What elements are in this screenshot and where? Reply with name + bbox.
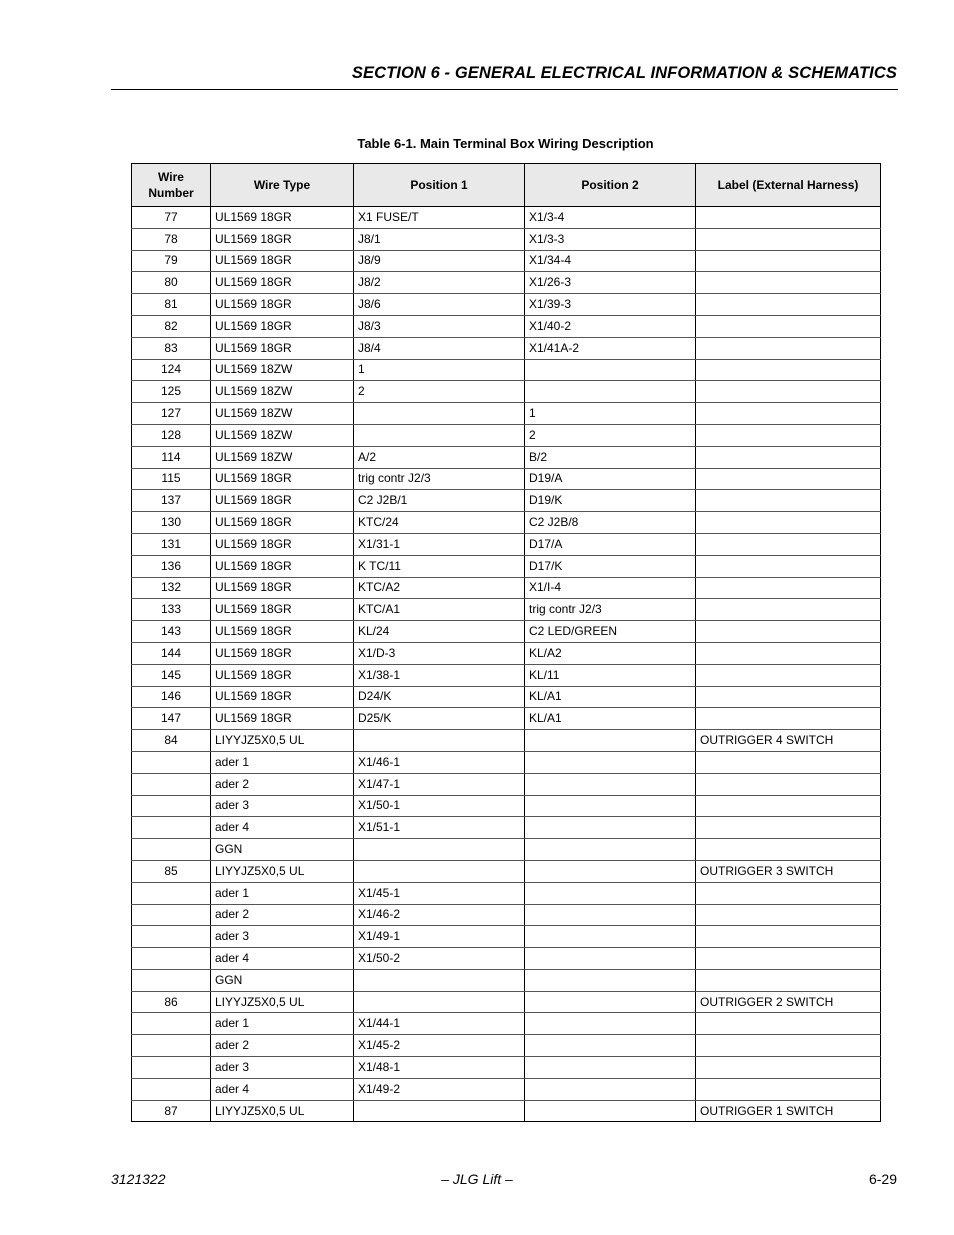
- table-row: [132, 948, 881, 970]
- cell-wire-number: [132, 1013, 211, 1035]
- cell-wire-number: [132, 1057, 211, 1079]
- cell-label: [696, 577, 881, 599]
- cell-wire-number: 86: [132, 991, 211, 1013]
- cell-wire-type: UL1569 18ZW: [211, 359, 354, 381]
- cell-wire-type: UL1569 18GR: [211, 599, 354, 621]
- cell-wire-number: [132, 773, 211, 795]
- table-row: [132, 817, 881, 839]
- cell-wire-number: [132, 926, 211, 948]
- cell-wire-number: 78: [132, 228, 211, 250]
- cell-label: [696, 817, 881, 839]
- cell-position-1: X1/45-1: [354, 882, 525, 904]
- cell-position-2: 1: [525, 403, 696, 425]
- cell-wire-number: [132, 969, 211, 991]
- cell-wire-number: 147: [132, 708, 211, 730]
- cell-position-2: [525, 969, 696, 991]
- cell-position-1: [354, 424, 525, 446]
- cell-position-2: [525, 1035, 696, 1057]
- cell-wire-type: UL1569 18GR: [211, 468, 354, 490]
- cell-position-1: X1/38-1: [354, 664, 525, 686]
- table-caption: Table 6-1. Main Terminal Box Wiring Description: [357, 136, 654, 151]
- cell-position-1: J8/6: [354, 294, 525, 316]
- cell-position-1: A/2: [354, 446, 525, 468]
- cell-wire-type: ader 2: [211, 773, 354, 795]
- cell-label: OUTRIGGER 4 SWITCH: [696, 730, 881, 752]
- cell-wire-type: ader 4: [211, 817, 354, 839]
- cell-position-1: [354, 730, 525, 752]
- cell-position-1: [354, 860, 525, 882]
- cell-wire-number: 132: [132, 577, 211, 599]
- table-row: [132, 228, 881, 250]
- cell-label: [696, 490, 881, 512]
- cell-wire-number: 81: [132, 294, 211, 316]
- cell-position-2: X1/26-3: [525, 272, 696, 294]
- cell-label: OUTRIGGER 1 SWITCH: [696, 1100, 881, 1122]
- cell-position-1: X1/44-1: [354, 1013, 525, 1035]
- cell-position-2: X1/34-4: [525, 250, 696, 272]
- cell-label: [696, 642, 881, 664]
- cell-label: [696, 599, 881, 621]
- cell-label: OUTRIGGER 2 SWITCH: [696, 991, 881, 1013]
- cell-position-1: KTC/24: [354, 512, 525, 534]
- cell-wire-number: 87: [132, 1100, 211, 1122]
- cell-position-1: K TC/11: [354, 555, 525, 577]
- cell-wire-number: 115: [132, 468, 211, 490]
- cell-wire-type: GGN: [211, 839, 354, 861]
- cell-position-1: D24/K: [354, 686, 525, 708]
- cell-wire-type: UL1569 18GR: [211, 490, 354, 512]
- cell-wire-number: [132, 1078, 211, 1100]
- cell-wire-number: 146: [132, 686, 211, 708]
- cell-position-1: X1/46-1: [354, 751, 525, 773]
- cell-position-1: X1/D-3: [354, 642, 525, 664]
- cell-wire-number: 124: [132, 359, 211, 381]
- cell-position-1: J8/9: [354, 250, 525, 272]
- cell-position-2: D19/K: [525, 490, 696, 512]
- cell-wire-type: GGN: [211, 969, 354, 991]
- cell-wire-type: ader 3: [211, 795, 354, 817]
- cell-label: [696, 795, 881, 817]
- table-row: [132, 1100, 881, 1122]
- cell-label: [696, 948, 881, 970]
- cell-position-1: X1/49-2: [354, 1078, 525, 1100]
- table-row: [132, 1078, 881, 1100]
- table-row: [132, 577, 881, 599]
- cell-wire-type: UL1569 18GR: [211, 512, 354, 534]
- cell-position-2: C2 LED/GREEN: [525, 621, 696, 643]
- cell-wire-type: UL1569 18ZW: [211, 446, 354, 468]
- cell-wire-type: ader 2: [211, 1035, 354, 1057]
- cell-label: [696, 207, 881, 229]
- cell-position-2: D19/A: [525, 468, 696, 490]
- cell-wire-type: UL1569 18ZW: [211, 424, 354, 446]
- cell-wire-number: 114: [132, 446, 211, 468]
- cell-wire-type: ader 2: [211, 904, 354, 926]
- cell-wire-number: 77: [132, 207, 211, 229]
- cell-position-1: [354, 403, 525, 425]
- cell-wire-number: 79: [132, 250, 211, 272]
- table-row: [132, 468, 881, 490]
- cell-wire-type: UL1569 18GR: [211, 664, 354, 686]
- cell-wire-type: UL1569 18GR: [211, 621, 354, 643]
- cell-wire-type: UL1569 18GR: [211, 337, 354, 359]
- table-row: [132, 512, 881, 534]
- cell-position-1: J8/4: [354, 337, 525, 359]
- table-row: [132, 424, 881, 446]
- table-row: [132, 730, 881, 752]
- cell-position-2: [525, 860, 696, 882]
- table-row: [132, 315, 881, 337]
- table-row: [132, 207, 881, 229]
- table-row: [132, 795, 881, 817]
- cell-wire-type: UL1569 18GR: [211, 577, 354, 599]
- cell-wire-number: 85: [132, 860, 211, 882]
- table-row: [132, 272, 881, 294]
- cell-position-2: X1/3-3: [525, 228, 696, 250]
- cell-wire-number: [132, 751, 211, 773]
- cell-label: [696, 294, 881, 316]
- cell-label: [696, 969, 881, 991]
- table-row: [132, 490, 881, 512]
- table-row: [132, 555, 881, 577]
- cell-position-1: X1/45-2: [354, 1035, 525, 1057]
- cell-position-1: X1/49-1: [354, 926, 525, 948]
- cell-position-1: X1/50-1: [354, 795, 525, 817]
- cell-position-2: [525, 882, 696, 904]
- footer-brand: – JLG Lift –: [441, 1171, 513, 1187]
- cell-position-1: [354, 839, 525, 861]
- cell-position-2: [525, 359, 696, 381]
- cell-wire-type: ader 1: [211, 751, 354, 773]
- cell-label: [696, 468, 881, 490]
- table-row: [132, 1013, 881, 1035]
- cell-wire-type: UL1569 18GR: [211, 272, 354, 294]
- cell-wire-number: [132, 817, 211, 839]
- cell-position-1: 1: [354, 359, 525, 381]
- cell-position-2: [525, 839, 696, 861]
- cell-label: [696, 446, 881, 468]
- cell-position-1: X1/46-2: [354, 904, 525, 926]
- cell-wire-number: 143: [132, 621, 211, 643]
- cell-label: [696, 773, 881, 795]
- cell-wire-number: [132, 904, 211, 926]
- cell-label: [696, 1035, 881, 1057]
- cell-position-2: [525, 904, 696, 926]
- cell-label: [696, 1078, 881, 1100]
- cell-position-2: D17/A: [525, 533, 696, 555]
- cell-wire-number: 84: [132, 730, 211, 752]
- cell-position-1: X1/48-1: [354, 1057, 525, 1079]
- table-row: [132, 773, 881, 795]
- cell-position-1: KTC/A1: [354, 599, 525, 621]
- cell-wire-number: 130: [132, 512, 211, 534]
- cell-wire-number: [132, 795, 211, 817]
- cell-position-2: [525, 1100, 696, 1122]
- table-row: [132, 904, 881, 926]
- table-row: [132, 337, 881, 359]
- cell-position-2: [525, 1013, 696, 1035]
- cell-position-2: [525, 991, 696, 1013]
- cell-position-2: D17/K: [525, 555, 696, 577]
- cell-wire-type: LIYYJZ5X0,5 UL: [211, 860, 354, 882]
- cell-label: [696, 686, 881, 708]
- cell-position-2: trig contr J2/3: [525, 599, 696, 621]
- footer-page-number: 6-29: [868, 1171, 897, 1187]
- col-header-position-1: Position 1: [354, 164, 525, 207]
- cell-position-2: [525, 730, 696, 752]
- table-row: [132, 381, 881, 403]
- cell-wire-type: UL1569 18GR: [211, 315, 354, 337]
- cell-position-2: [525, 773, 696, 795]
- cell-position-2: KL/A1: [525, 708, 696, 730]
- col-header-wire-number: Wire Number: [132, 164, 211, 207]
- cell-wire-type: UL1569 18ZW: [211, 403, 354, 425]
- cell-label: [696, 359, 881, 381]
- cell-wire-number: [132, 1035, 211, 1057]
- cell-position-2: [525, 1057, 696, 1079]
- cell-wire-type: LIYYJZ5X0,5 UL: [211, 991, 354, 1013]
- cell-wire-type: LIYYJZ5X0,5 UL: [211, 1100, 354, 1122]
- cell-position-2: [525, 1078, 696, 1100]
- cell-label: [696, 621, 881, 643]
- cell-position-2: X1/41A-2: [525, 337, 696, 359]
- cell-wire-number: 145: [132, 664, 211, 686]
- table-row: [132, 403, 881, 425]
- table-row: [132, 686, 881, 708]
- table-row: [132, 533, 881, 555]
- cell-position-2: [525, 751, 696, 773]
- cell-wire-number: [132, 948, 211, 970]
- cell-wire-number: 136: [132, 555, 211, 577]
- cell-wire-type: UL1569 18GR: [211, 294, 354, 316]
- cell-position-2: [525, 795, 696, 817]
- cell-position-2: KL/A2: [525, 642, 696, 664]
- cell-wire-type: UL1569 18GR: [211, 228, 354, 250]
- cell-label: [696, 708, 881, 730]
- cell-position-2: [525, 817, 696, 839]
- cell-position-1: [354, 969, 525, 991]
- col-header-label: Label (External Harness): [696, 164, 881, 207]
- cell-position-1: J8/3: [354, 315, 525, 337]
- cell-wire-type: UL1569 18GR: [211, 686, 354, 708]
- cell-position-2: KL/11: [525, 664, 696, 686]
- cell-label: [696, 533, 881, 555]
- cell-position-2: [525, 381, 696, 403]
- table-row: [132, 708, 881, 730]
- cell-wire-type: ader 3: [211, 926, 354, 948]
- cell-wire-type: UL1569 18GR: [211, 207, 354, 229]
- cell-label: [696, 882, 881, 904]
- cell-position-1: [354, 1100, 525, 1122]
- cell-position-1: [354, 991, 525, 1013]
- table-row: [132, 751, 881, 773]
- wiring-table: [131, 163, 881, 1122]
- cell-wire-number: 128: [132, 424, 211, 446]
- cell-position-1: KTC/A2: [354, 577, 525, 599]
- cell-position-2: [525, 948, 696, 970]
- cell-wire-type: ader 4: [211, 948, 354, 970]
- cell-position-1: J8/2: [354, 272, 525, 294]
- cell-position-2: X1/39-3: [525, 294, 696, 316]
- cell-position-1: J8/1: [354, 228, 525, 250]
- cell-wire-number: 80: [132, 272, 211, 294]
- cell-position-2: X1/3-4: [525, 207, 696, 229]
- cell-position-1: C2 J2B/1: [354, 490, 525, 512]
- cell-position-1: X1 FUSE/T: [354, 207, 525, 229]
- footer-doc-number: 3121322: [111, 1171, 166, 1187]
- cell-label: [696, 315, 881, 337]
- cell-position-1: D25/K: [354, 708, 525, 730]
- table-row: [132, 860, 881, 882]
- cell-label: [696, 512, 881, 534]
- cell-label: [696, 664, 881, 686]
- cell-wire-type: ader 1: [211, 882, 354, 904]
- table-row: [132, 926, 881, 948]
- cell-wire-type: UL1569 18ZW: [211, 381, 354, 403]
- cell-wire-type: ader 1: [211, 1013, 354, 1035]
- cell-wire-type: UL1569 18GR: [211, 250, 354, 272]
- table-row: [132, 446, 881, 468]
- cell-label: [696, 228, 881, 250]
- cell-position-2: X1/I-4: [525, 577, 696, 599]
- cell-wire-number: 127: [132, 403, 211, 425]
- cell-label: [696, 1057, 881, 1079]
- cell-position-1: X1/31-1: [354, 533, 525, 555]
- cell-label: [696, 403, 881, 425]
- cell-label: OUTRIGGER 3 SWITCH: [696, 860, 881, 882]
- table-row: [132, 599, 881, 621]
- cell-wire-number: 131: [132, 533, 211, 555]
- cell-position-1: X1/51-1: [354, 817, 525, 839]
- cell-label: [696, 904, 881, 926]
- cell-position-2: B/2: [525, 446, 696, 468]
- cell-label: [696, 1013, 881, 1035]
- cell-wire-number: 144: [132, 642, 211, 664]
- table-row: [132, 294, 881, 316]
- cell-position-2: X1/40-2: [525, 315, 696, 337]
- cell-label: [696, 926, 881, 948]
- cell-position-2: 2: [525, 424, 696, 446]
- cell-label: [696, 337, 881, 359]
- cell-label: [696, 751, 881, 773]
- section-title: SECTION 6 - GENERAL ELECTRICAL INFORMATION & SCHEMATICS: [351, 64, 897, 82]
- cell-wire-number: 133: [132, 599, 211, 621]
- cell-wire-type: UL1569 18GR: [211, 555, 354, 577]
- cell-wire-type: UL1569 18GR: [211, 533, 354, 555]
- col-header-wire-type: Wire Type: [211, 164, 354, 207]
- table-row: [132, 250, 881, 272]
- table-row: [132, 1057, 881, 1079]
- cell-label: [696, 555, 881, 577]
- cell-position-1: KL/24: [354, 621, 525, 643]
- table-row: [132, 969, 881, 991]
- col-header-position-2: Position 2: [525, 164, 696, 207]
- table-row: [132, 359, 881, 381]
- cell-position-2: C2 J2B/8: [525, 512, 696, 534]
- table-row: [132, 882, 881, 904]
- cell-wire-type: UL1569 18GR: [211, 708, 354, 730]
- cell-wire-number: [132, 882, 211, 904]
- cell-position-1: trig contr J2/3: [354, 468, 525, 490]
- cell-position-2: KL/A1: [525, 686, 696, 708]
- table-row: [132, 664, 881, 686]
- cell-label: [696, 839, 881, 861]
- cell-wire-type: ader 4: [211, 1078, 354, 1100]
- table-row: [132, 839, 881, 861]
- table-row: [132, 642, 881, 664]
- cell-label: [696, 381, 881, 403]
- cell-label: [696, 424, 881, 446]
- cell-wire-type: UL1569 18GR: [211, 642, 354, 664]
- cell-label: [696, 272, 881, 294]
- cell-position-2: [525, 926, 696, 948]
- cell-wire-number: 125: [132, 381, 211, 403]
- cell-wire-number: 82: [132, 315, 211, 337]
- table-body: [132, 207, 881, 1122]
- cell-position-1: 2: [354, 381, 525, 403]
- cell-wire-type: LIYYJZ5X0,5 UL: [211, 730, 354, 752]
- table-row: [132, 1035, 881, 1057]
- cell-position-1: X1/50-2: [354, 948, 525, 970]
- table-row: [132, 621, 881, 643]
- header-divider: [111, 89, 898, 90]
- cell-wire-type: ader 3: [211, 1057, 354, 1079]
- cell-wire-number: 83: [132, 337, 211, 359]
- cell-wire-number: 137: [132, 490, 211, 512]
- table-header-row: [132, 164, 881, 207]
- cell-label: [696, 250, 881, 272]
- table-row: [132, 991, 881, 1013]
- cell-wire-number: [132, 839, 211, 861]
- cell-position-1: X1/47-1: [354, 773, 525, 795]
